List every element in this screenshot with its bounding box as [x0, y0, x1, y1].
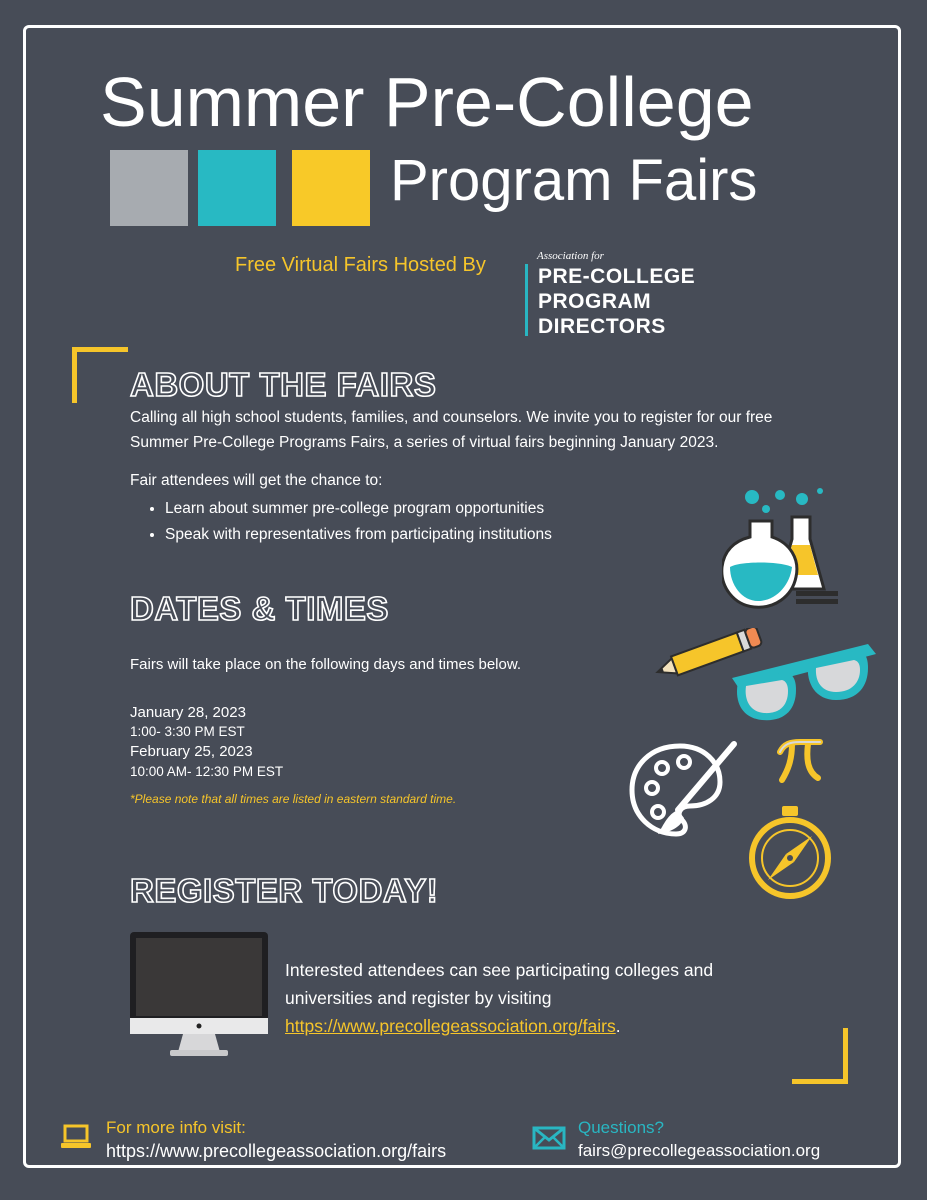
corner-bracket-bottom-right: [792, 1028, 848, 1084]
dates-heading: DATES & TIMES: [130, 590, 389, 627]
dates-intro: Fairs will take place on the following days and times below.: [130, 656, 522, 673]
about-bullet-list: [145, 496, 552, 548]
association-small-text: Association for: [537, 250, 604, 262]
event-date-1: January 28, 2023: [130, 704, 246, 721]
yellow-square: [292, 150, 370, 226]
glasses-icon: [728, 638, 880, 726]
title-line-1: Summer Pre-College: [100, 63, 754, 141]
pi-icon: [774, 738, 824, 784]
register-period: .: [615, 1016, 621, 1036]
association-logo-bar: [525, 264, 528, 336]
list-item: • Speak with representatives from participating institutions: [165, 522, 552, 548]
flask-icon: [722, 487, 840, 612]
gray-square: [110, 150, 188, 226]
about-lead: Fair attendees will get the chance to:: [130, 472, 383, 489]
list-item: • Learn about summer pre-college program opportunities: [165, 496, 552, 522]
association-line-2: PROGRAM: [538, 290, 652, 313]
event-time-2: 10:00 AM- 12:30 PM EST: [130, 764, 284, 779]
hosted-by-text: Free Virtual Fairs Hosted By: [235, 254, 486, 276]
more-info-label: For more info visit:: [106, 1118, 246, 1137]
event-time-1: 1:00- 3:30 PM EST: [130, 724, 245, 739]
laptop-icon: [60, 1124, 92, 1150]
event-date-2: February 25, 2023: [130, 743, 253, 760]
register-line-2: universities and register by visiting: [285, 988, 552, 1008]
register-link[interactable]: https://www.precollegeassociation.org/fairs: [285, 1016, 616, 1036]
title-line-2: Program Fairs: [390, 148, 758, 213]
compass-icon: [742, 804, 838, 900]
about-heading: ABOUT THE FAIRS: [130, 366, 437, 403]
about-intro-line-2: Summer Pre-College Programs Fairs, a series of virtual fairs beginning January 2023.: [130, 434, 719, 451]
timezone-note: *Please note that all times are listed in eastern standard time.: [130, 792, 457, 806]
register-heading: REGISTER TODAY!: [130, 872, 439, 909]
contact-email-link[interactable]: fairs@precollegeassociation.org: [578, 1141, 821, 1160]
monitor-icon: [128, 930, 270, 1060]
palette-icon: [628, 740, 740, 842]
association-line-1: PRE-COLLEGE: [538, 265, 696, 288]
about-intro-line-1: Calling all high school students, families, and counselors. We invite you to register for our free: [130, 409, 773, 426]
teal-square: [198, 150, 276, 226]
questions-label: Questions?: [578, 1118, 664, 1137]
mail-icon: [532, 1126, 566, 1150]
corner-bracket-top-left: [72, 347, 128, 403]
register-line-1: Interested attendees can see participating colleges and: [285, 960, 714, 980]
more-info-url-link[interactable]: https://www.precollegeassociation.org/fairs: [106, 1141, 447, 1161]
register-paragraph: [285, 956, 805, 1040]
association-line-3: DIRECTORS: [538, 315, 666, 338]
